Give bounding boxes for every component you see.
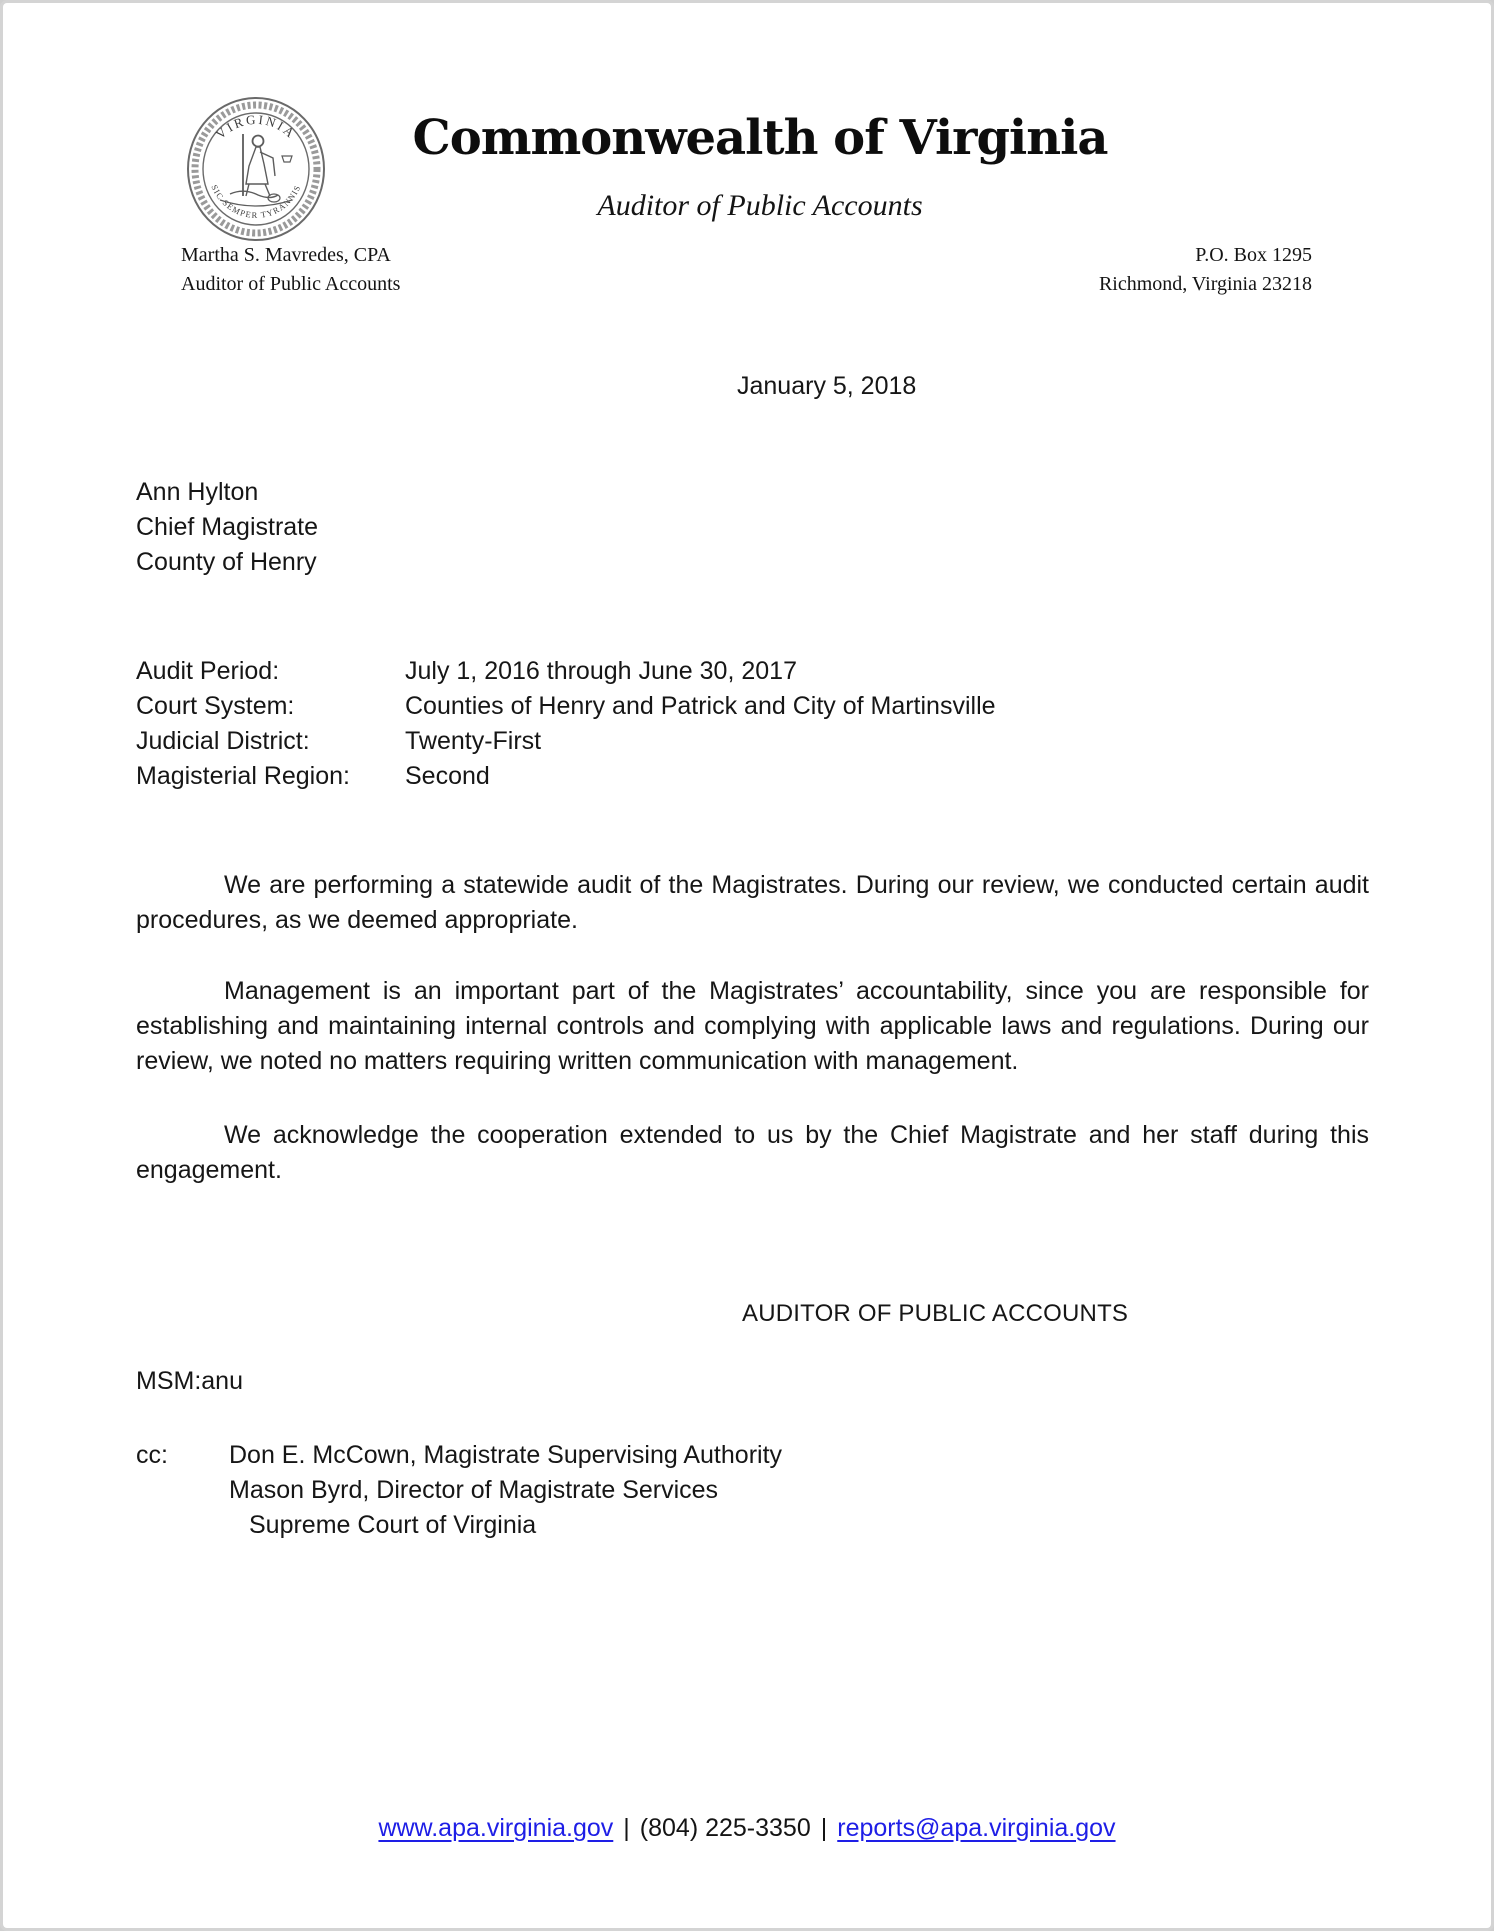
- audit-detail-row: [136, 724, 996, 759]
- footer-contact-bar: [3, 1811, 1491, 1846]
- body-paragraph-3: We acknowledge the cooperation extended to us by the Chief Magistrate and her staff during this engagement.: [136, 1121, 1369, 1184]
- office-po-box: P.O. Box 1295: [1195, 244, 1312, 266]
- audit-detail-row: [136, 654, 996, 689]
- office-city-state-zip: Richmond, Virginia 23218: [1098, 273, 1312, 295]
- reference-initials: MSM:anu: [136, 1367, 243, 1395]
- audit-detail-row: [136, 689, 996, 724]
- audit-period-value: July 1, 2016 through June 30, 2017: [405, 657, 797, 685]
- footer-separator: |: [623, 1814, 630, 1842]
- seal-top-text: VIRGINIA: [212, 111, 300, 142]
- body-paragraph-2: Management is an important part of the Magistrates’ accountability, since you are responsible for establishing and maintaining internal controls and complying with applicable laws and regulations. During our review, we noted no matters requiring written communication with management.: [136, 977, 1369, 1075]
- court-system-label: Court System:: [136, 692, 295, 720]
- judicial-district-label: Judicial District:: [136, 727, 310, 755]
- magisterial-region-value: Second: [405, 762, 490, 790]
- letter-date: January 5, 2018: [737, 372, 917, 400]
- signature-line: AUDITOR OF PUBLIC ACCOUNTS: [742, 1300, 1129, 1327]
- official-block: [181, 241, 400, 299]
- audit-detail-row: [136, 759, 996, 794]
- audit-period-label: Audit Period:: [136, 657, 280, 685]
- footer-separator: |: [820, 1814, 828, 1842]
- recipient-locality: County of Henry: [136, 548, 317, 576]
- letterhead-subtitle: Auditor of Public Accounts: [597, 189, 923, 222]
- official-title: Auditor of Public Accounts: [181, 273, 401, 295]
- cc-line: Don E. McCown, Magistrate Supervising Authority: [229, 1441, 783, 1469]
- recipient-block: [136, 475, 318, 580]
- magisterial-region-label: Magisterial Region:: [136, 762, 350, 790]
- email-link[interactable]: reports@apa.virginia.gov: [837, 1814, 1116, 1842]
- cc-line: Mason Byrd, Director of Magistrate Services: [229, 1476, 719, 1504]
- letterhead-title: Commonwealth of Virginia: [412, 110, 1108, 166]
- audit-details: [136, 654, 996, 794]
- cc-list: [229, 1438, 782, 1543]
- cc-block: [136, 1438, 782, 1543]
- seal-bottom-text: SIC SEMPER TYRANNIS: [209, 183, 303, 221]
- recipient-name: Ann Hylton: [136, 478, 259, 506]
- phone-number: (804) 225-3350: [639, 1814, 811, 1842]
- recipient-title: Chief Magistrate: [136, 513, 319, 541]
- body-paragraph-1: We are performing a statewide audit of the Magistrates. During our review, we conducted certain audit procedures, as we deemed appropriate.: [136, 871, 1369, 934]
- cc-label: cc:: [136, 1441, 168, 1469]
- court-system-value: Counties of Henry and Patrick and City of Martinsville: [405, 692, 996, 720]
- cc-line: Supreme Court of Virginia: [249, 1511, 537, 1539]
- official-name: Martha S. Mavredes, CPA: [181, 244, 391, 266]
- website-link[interactable]: www.apa.virginia.gov: [378, 1814, 614, 1842]
- office-address-block: [1099, 241, 1312, 299]
- judicial-district-value: Twenty-First: [405, 727, 542, 755]
